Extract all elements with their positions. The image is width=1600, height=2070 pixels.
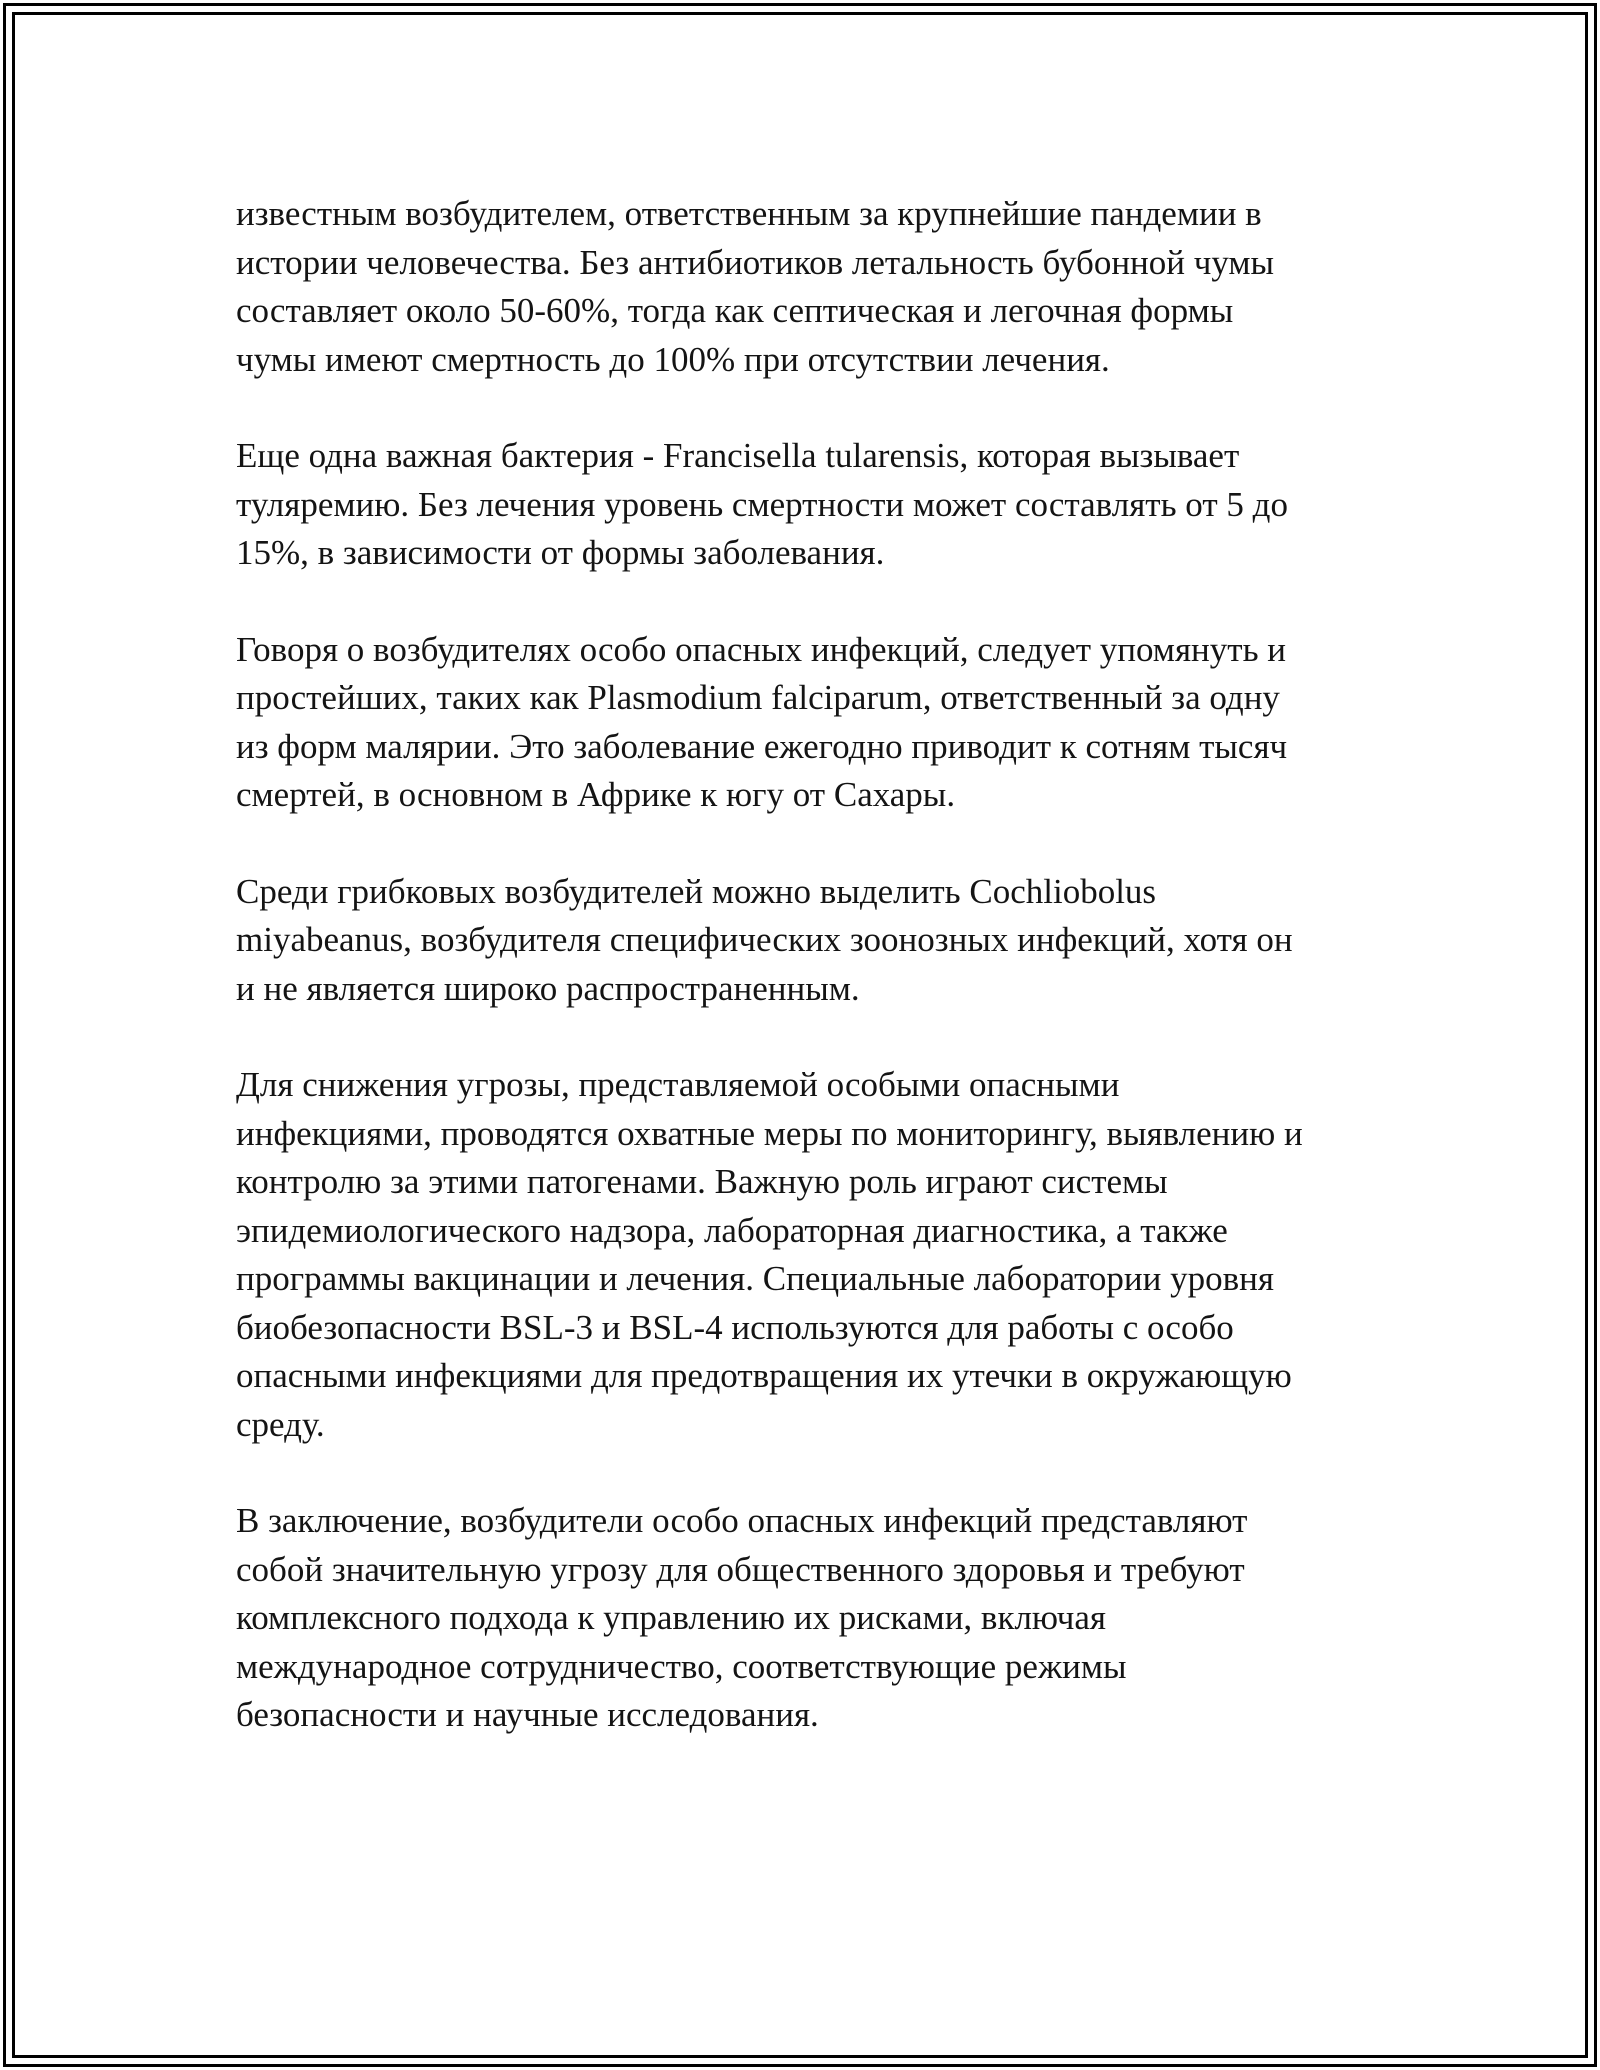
text-line: и не является широко распространенным. <box>236 968 860 1008</box>
text-line: составляет около 50-60%, тогда как септическая и легочная формы <box>236 291 1234 330</box>
text-line: Среди грибковых возбудителей можно выделить Cochliobolus <box>236 871 1157 911</box>
text-line: miyabeanus, возбудителя специфических зоонозных инфекций, хотя он <box>236 920 1293 959</box>
text-line: В заключение, возбудители особо опасных инфекций представляют <box>236 1501 1248 1540</box>
text-line: программы вакцинации и лечения. Специальные лаборатории уровня <box>236 1259 1274 1298</box>
text-line: эпидемиологического надзора, лабораторная диагностика, а также <box>236 1210 1228 1250</box>
text-line: биобезопасности BSL-3 и BSL-4 используются для работы с особо <box>236 1307 1234 1347</box>
text-line: среду. <box>236 1404 325 1444</box>
paragraph-fungal-pathogens <box>236 868 1386 1014</box>
text-line: собой значительную угрозу для общественного здоровья и требуют <box>236 1549 1245 1589</box>
text-line: комплексного подхода к управлению их рисками, включая <box>236 1598 1106 1637</box>
text-line: чумы имеют смертность до 100% при отсутствии лечения. <box>236 339 1110 379</box>
text-line: безопасности и научные исследования. <box>236 1695 819 1734</box>
text-line: простейших, таких как Plasmodium falciparum, ответственный за одну <box>236 678 1280 717</box>
text-line: Для снижения угрозы, представляемой особыми опасными <box>236 1065 1120 1104</box>
text-line: Говоря о возбудителях особо опасных инфекций, следует упомянуть и <box>236 629 1287 669</box>
text-line: туляремию. Без лечения уровень смертности может составлять от 5 до <box>236 484 1288 524</box>
text-line: известным возбудителем, ответственным за крупнейшие пандемии в <box>236 194 1262 233</box>
paragraph-conclusion <box>236 1497 1386 1740</box>
text-line: международное сотрудничество, соответствующие режимы <box>236 1646 1127 1686</box>
text-line: контролю за этими патогенами. Важную роль играют системы <box>236 1162 1168 1201</box>
paragraph-threat-control <box>236 1061 1386 1449</box>
text-line: 15%, в зависимости от формы заболевания. <box>236 533 885 572</box>
text-line: истории человечества. Без антибиотиков летальность бубонной чумы <box>236 242 1275 282</box>
paragraph-malaria <box>236 626 1386 820</box>
paragraph-tularemia <box>236 432 1386 578</box>
text-line: опасными инфекциями для предотвращения их утечки в окружающую <box>236 1356 1292 1395</box>
text-line: Еще одна важная бактерия - Francisella tularensis, которая вызывает <box>236 436 1240 475</box>
paragraph-plague-mortality <box>236 190 1386 384</box>
text-line: смертей, в основном в Африке к югу от Сахары. <box>236 775 956 814</box>
document-body <box>236 190 1386 1788</box>
text-line: из форм малярии. Это заболевание ежегодно приводит к сотням тысяч <box>236 726 1288 766</box>
text-line: инфекциями, проводятся охватные меры по мониторингу, выявлению и <box>236 1113 1303 1153</box>
